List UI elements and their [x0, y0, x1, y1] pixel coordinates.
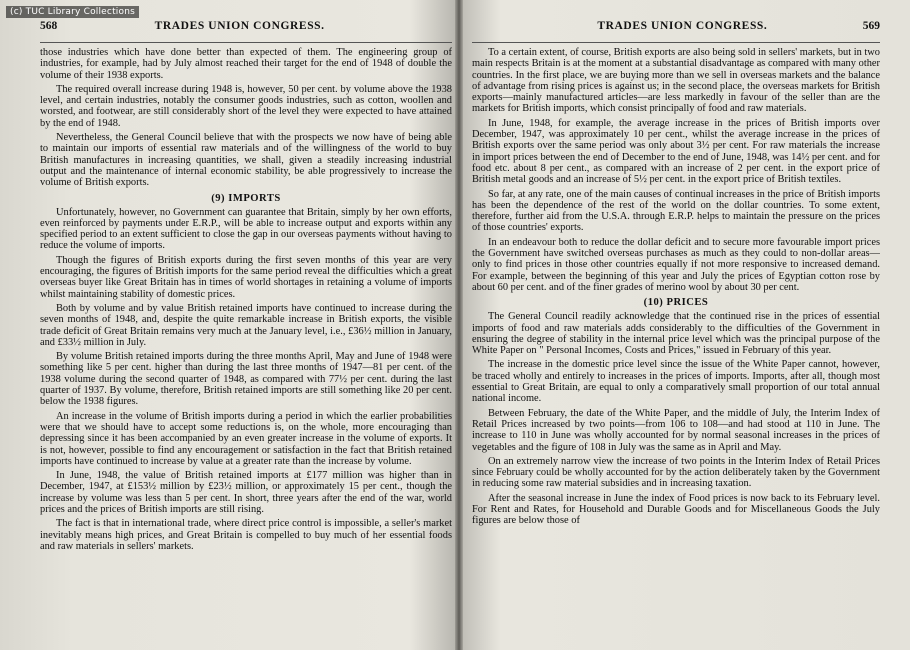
left-paragraph: Though the figures of British exports during the first seven months of this year are very encouraging, the figures of British imports for the same period reveal the difficulties which a great overseas buyer like Great Britain has in times of world shortages in retaining a volume of imports whilst maintaining stability of domestic prices. [40, 254, 452, 300]
right-paragraph: Between February, the date of the White Paper, and the middle of July, the Interim Index of Retail Prices increased by two points—from 106 to 108—and had stood at 110 in June. The increase to 110 in June was wholly accounted for by normal seasonal increases in the prices of vegetables and the figure of 108 in July was the same as in April and May. [472, 407, 880, 453]
left-paragraph: In June, 1948, the value of British retained imports at £177 million was higher than in December, 1947, at £153½ million by £23½ million, or approximately 15 per cent., though the increase by volume was less than 5 per cent. In short, three years after the end of the war, world prices and the prices of British imports are still rising. [40, 470, 452, 515]
right-paragraph: So far, at any rate, one of the main causes of continual increases in the price of British imports has been the dependence of the rest of the world on the dollar countries. To some extent, therefore, further aid from the U.S.A. through E.R.P. helps to maintain the pressure on the prices of those countries' exports. [472, 188, 880, 234]
section-heading-prices: (10) PRICES [643, 297, 709, 309]
right-paragraph: In an endeavour both to reduce the dollar deficit and to secure more favourable import prices the Government have switched overseas purchases as much as they could to non-dollar areas—only to find prices in those other countries equally if not more responsive to increased demand. For example, between the beginning of this year and July the prices of Egyptian cotton rose by about 60 per cent. and of the finer grades of merino wool by about 30 per cent. [472, 236, 880, 293]
right-page-header [472, 0, 880, 43]
left-paragraph: The required overall increase during 1948 is, however, 50 per cent. by volume above the 1938 level, and certain industries, notably the consumer goods industries, such as cotton, woollen and worsted, and footwear, are still considerably short of the level they were expected to have attained by the end of 1948. [40, 83, 452, 129]
left-paragraph: Unfortunately, however, no Government can guarantee that Britain, simply by her own efforts, even reinforced by payments under E.R.P., will be able to increase output and exports within any specified period to an extent sufficient to close the gap in our overseas payments without having to reduce the volume of imports. [40, 206, 452, 252]
left-paragraph: The fact is that in international trade, where direct price control is impossible, a seller's market inevitably means high prices, and Great Britain is compelled to buy much of her essential foods and raw materials in sellers' markets. [40, 518, 452, 552]
left-page-number: 568 [40, 20, 58, 32]
right-paragraph: On an extremely narrow view the increase of two points in the Interim Index of Retail Prices since February could be wholly accounted for by the action deliberately taken by the Government in reducing some raw material subsidies and in increasing taxation. [472, 455, 880, 490]
right-running-head: TRADES UNION CONGRESS. [597, 20, 768, 32]
right-paragraph: After the seasonal increase in June the index of Food prices is now back to its February level. For Rent and Rates, for Household and Durable Goods and for Miscellaneous Goods the July figures are below those of [472, 492, 880, 527]
left-page-header [40, 0, 452, 43]
section-heading-imports: (9) IMPORTS [211, 192, 281, 204]
left-running-head: TRADES UNION CONGRESS. [154, 20, 325, 32]
left-page [40, 0, 452, 650]
book-gutter [455, 0, 463, 650]
left-paragraph: Nevertheless, the General Council believe that with the prospects we now have of being able to maintain our imports of essential raw materials and of the willingness of the world to buy British manufactures in increasing quantities, we shall, given a steadily increasing industrial output and the maintenance of internal economic stability, be able progressively to increase the volume of British exports. [40, 132, 452, 189]
left-paragraph: An increase in the volume of British imports during a period in which the earlier probabilities were that we should have to accept some reductions is, on the whole, more encouraging than depressing since it has been accompanied by an even greater increase in the volume of exports. It is not, however, possible to find any encouragement or satisfaction in the fact that British retained imports have continued to increase by value at a greater rate than the increase by volume. [40, 410, 452, 467]
right-paragraph: To a certain extent, of course, British exports are also being sold in sellers' markets, but in two main respects Britain is at the moment at a substantial disadvantage as compared with many other countries. In the first place, we are buying more than we sell in overseas markets and the balance of advantage from rising prices is against us; in the second place, the overseas markets for British exports—mainly manufactured articles—are less markedly in favour of the seller than are the markets for British imports, which consist principally of food and raw materials. [472, 47, 880, 115]
left-paragraph: By volume British retained imports during the three months April, May and June of 1948 were something like 5 per cent. higher than during the last three months of 1947—81 per cent. of the 1938 volume during the second quarter of 1948, as compared with 77½ per cent. during the last quarter of 1937. By volume, therefore, British retained imports are still something like 20 per cent. below the 1938 figures. [40, 351, 452, 408]
copyright-watermark: (c) TUC Library Collections [6, 6, 139, 18]
right-page-number: 569 [862, 20, 880, 32]
right-paragraph: The General Council readily acknowledge that the continued rise in the prices of essential imports of food and raw materials adds considerably to the difficulties of the Government in ensuring the degree of stability in the internal price level which was the principal purpose of the White Paper on " Personal Incomes, Costs and Prices," issued in February of this year. [472, 311, 880, 357]
left-paragraph: those industries which have done better than expected of them. The engineering group of industries, for example, had by July almost reached their target for the end of 1948 of double the volume of their 1938 exports. [40, 47, 452, 81]
right-page [472, 0, 880, 650]
right-paragraph: In June, 1948, for example, the average increase in the prices of British imports over December, 1947, was approximately 10 per cent., whilst the average increase in the prices of British exports over the same period was only about 3½ per cent. For raw materials the increase in import prices between the end of December to the end of June, 1948, was 14½ per cent. and for food etc. about 8 per cent., as compared with an increase of 2 per cent. in the export price of British metal goods and an increase of 5½ per cent. in the export price of British textiles. [472, 117, 880, 186]
left-paragraph: Both by volume and by value British retained imports have continued to increase during the seven months of 1948, and, despite the quite remarkable increase in British exports, the visible trade deficit of Great Britain remains very much at the January level, i.e., £36½ million in January, and £33½ million in July. [40, 302, 452, 348]
right-paragraph: The increase in the domestic price level since the issue of the White Paper cannot, however, be traced wholly and entirely to increases in the prices of imports. Imports, after all, though most essential to Great Britain, are equal to only a comparatively small proportion of our total annual national income. [472, 359, 880, 405]
